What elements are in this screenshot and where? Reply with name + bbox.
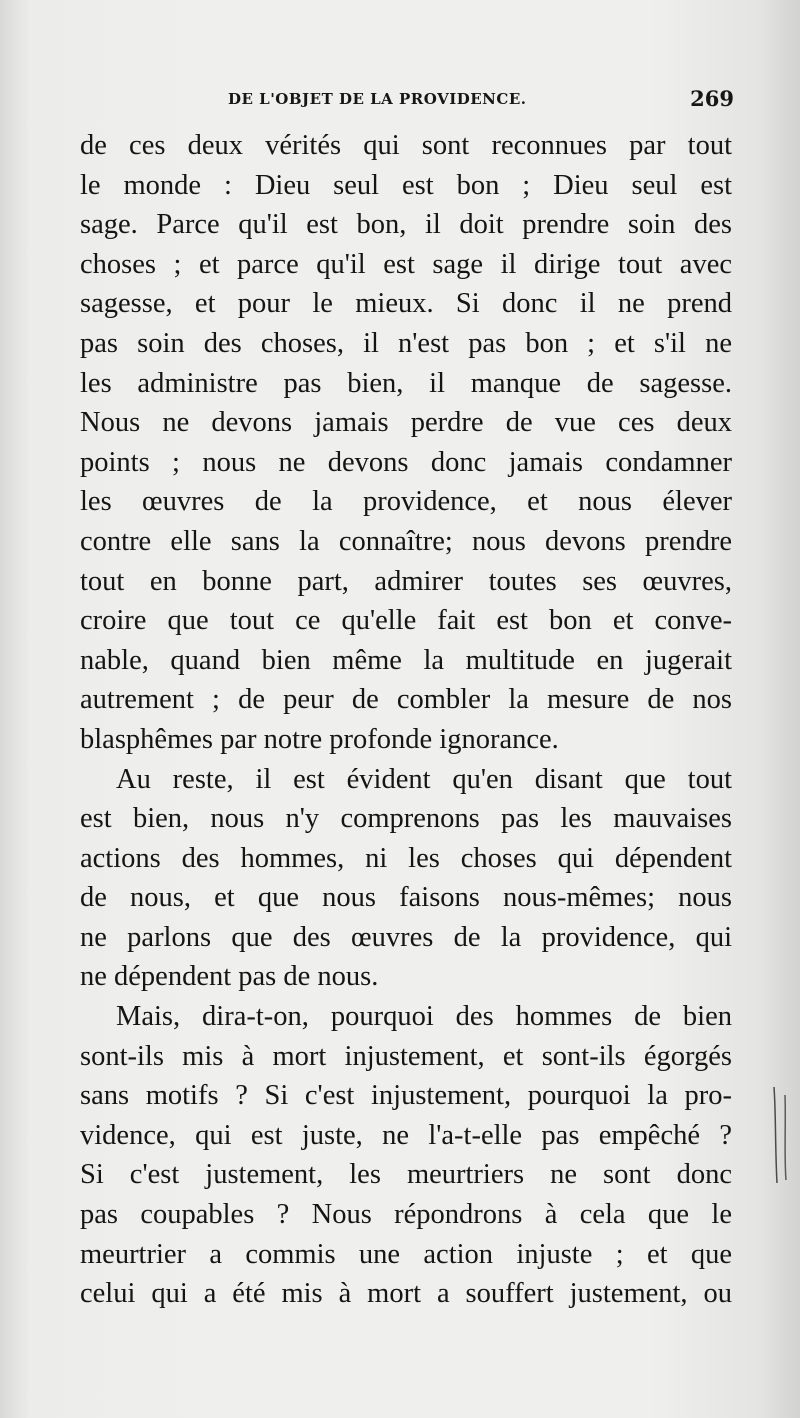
text-line: nable, quand bien même la multitude en jugerait <box>80 644 732 676</box>
page-edge-scan-artifact <box>770 1085 792 1185</box>
text-line: celui qui a été mis à mort a souffert justement, ou <box>80 1278 732 1310</box>
running-title: DE L'OBJET DE LA PROVIDENCE. <box>228 90 527 108</box>
text-line: sagesse, et pour le mieux. Si donc il ne prend <box>80 288 732 320</box>
text-line: autrement ; de peur de combler la mesure de nos <box>80 684 732 716</box>
text-line: points ; nous ne devons donc jamais condamner <box>80 446 732 478</box>
text-line: choses ; et parce qu'il est sage il dirige tout avec <box>80 248 732 280</box>
text-line: Nous ne devons jamais perdre de vue ces deux <box>80 407 732 439</box>
body-text <box>80 126 732 1314</box>
text-line: sont-ils mis à mort injustement, et sont-ils égorgés <box>80 1040 732 1072</box>
text-line: le monde : Dieu seul est bon ; Dieu seul est <box>80 169 732 201</box>
paragraph-end-line: ne dépendent pas de nous. <box>80 961 379 993</box>
page-number: 269 <box>690 86 734 111</box>
text-line: contre elle sans la connaître; nous devons prendre <box>80 525 732 557</box>
text-line: sage. Parce qu'il est bon, il doit prendre soin des <box>80 209 732 241</box>
text-line: actions des hommes, ni les choses qui dépendent <box>80 842 732 874</box>
text-line: ne parlons que des œuvres de la providence, qui <box>80 921 732 953</box>
text-line: est bien, nous n'y comprenons pas les mauvaises <box>80 803 732 835</box>
text-line: pas soin des choses, il n'est pas bon ; et s'il ne <box>80 327 732 359</box>
text-line: pas coupables ? Nous répondrons à cela que le <box>80 1199 732 1231</box>
text-line: les œuvres de la providence, et nous élever <box>80 486 732 518</box>
text-line: Si c'est justement, les meurtriers ne sont donc <box>80 1159 732 1191</box>
text-line: sans motifs ? Si c'est injustement, pourquoi la pro- <box>80 1080 732 1112</box>
text-line: de nous, et que nous faisons nous-mêmes; nous <box>80 882 732 914</box>
text-line: de ces deux vérités qui sont reconnues par tout <box>80 130 732 161</box>
paragraph-first-line: Au reste, il est évident qu'en disant que tout <box>116 763 732 795</box>
paragraph-end-line: blasphêmes par notre profonde ignorance. <box>80 723 559 755</box>
text-line: croire que tout ce qu'elle fait est bon et conve- <box>80 605 732 637</box>
text-line: tout en bonne part, admirer toutes ses œuvres, <box>80 565 732 597</box>
text-line: meurtrier a commis une action injuste ; et que <box>80 1238 732 1270</box>
paragraph-first-line: Mais, dira-t-on, pourquoi des hommes de bien <box>116 1001 732 1033</box>
text-line: vidence, qui est juste, ne l'a-t-elle pas empêché ? <box>80 1119 732 1151</box>
running-head <box>80 86 740 116</box>
text-line: les administre pas bien, il manque de sagesse. <box>80 367 732 399</box>
